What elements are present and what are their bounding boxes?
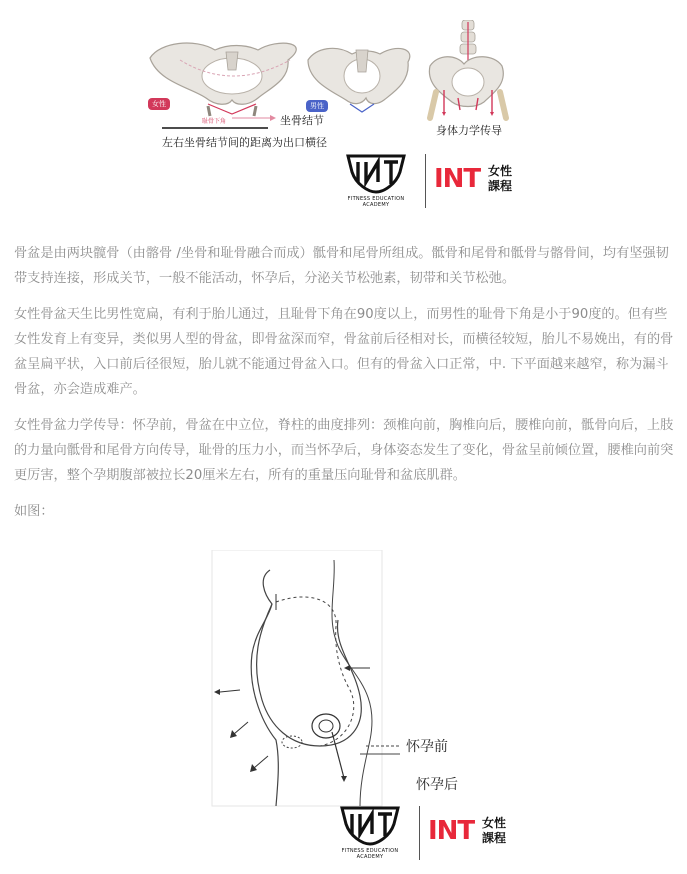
paragraph-female-vs-male: 女性骨盆天生比男性宽扁，有利于胎儿通过，且耻骨下角在90度以上，而男性的耻骨下角是小于90度的。但有些女性发育上有变异，类似男人型的骨盆，即骨盆深而窄，骨盆前后径相对长，而横径较短，胎儿不易娩出，有的骨盆呈扁平状，入口前后径很短，胎儿就不能通过骨盆入口。但有的骨盆入口正常，中. 下平面越来越窄，称为漏斗骨盆，亦会造成难产。 <box>14 307 674 397</box>
top-figure <box>140 20 540 220</box>
paragraph-as-shown: 如图： <box>14 504 54 519</box>
logo-caption-line2: ACADEMY <box>356 854 384 860</box>
force-transmission-image <box>429 20 506 118</box>
male-badge: 男性 <box>306 100 328 112</box>
course-line2: 課程 <box>488 179 513 193</box>
bottom-figure <box>210 550 510 870</box>
pubic-angle-label: 耻骨下角 <box>202 118 227 125</box>
course-label <box>482 816 506 846</box>
brand-logo-bottom <box>334 804 524 870</box>
pregnancy-posture-sketch <box>210 550 510 810</box>
before-pregnancy-label: 怀孕前 <box>406 739 448 755</box>
force-caption: 身体力学传导 <box>436 124 502 137</box>
course-line2: 課程 <box>482 831 507 845</box>
logo-caption-line1: FITNESS EDUCATION <box>341 848 399 854</box>
distance-caption: 左右坐骨结节间的距离为出口横径 <box>162 136 327 149</box>
int-brand-text: INT <box>428 816 475 846</box>
ischial-tuberosity-label: 坐骨结节 <box>280 114 324 127</box>
female-pelvis-image <box>150 43 296 116</box>
female-badge: 女性 <box>148 98 170 110</box>
paragraph-force-transmission: 女性骨盆力学传导：怀孕前，骨盆在中立位，脊柱的曲度排列：颈椎向前，胸椎向后，腰椎向前，骶骨向后，上肢的力量向骶骨和尾骨方向传导，耻骨的压力小，而当怀孕后，身体姿态发生了变化，骨盆呈前倾位置，腰椎向前突更厉害，整个孕期腹部被拉长20厘米左右，所有的重量压向耻骨和盆底肌群。 <box>14 418 674 483</box>
logo-divider <box>425 154 426 208</box>
paragraph-pelvis-composition: 骨盆是由两块髋骨（由髂骨 /坐骨和耻骨融合而成）骶骨和尾骨所组成。骶骨和尾骨和骶骨与髂骨间，均有坚强韧带支持连接，形成关节，一般不能活动，怀孕后，分泌关节松弛素，韧带和关节松弛。 <box>14 246 669 286</box>
int-shield-icon <box>344 152 408 194</box>
course-label <box>488 164 512 194</box>
logo-caption-line2: ACADEMY <box>362 202 390 208</box>
logo-caption <box>340 196 412 208</box>
after-pregnancy-label: 怀孕后 <box>416 777 458 793</box>
logo-caption-line1: FITNESS EDUCATION <box>347 196 405 202</box>
brand-logo-top <box>340 152 530 218</box>
course-line1: 女性 <box>482 816 507 830</box>
course-line1: 女性 <box>488 164 513 178</box>
logo-divider <box>419 806 420 860</box>
int-shield-icon <box>338 804 402 846</box>
int-brand-text: INT <box>434 164 481 194</box>
logo-caption <box>334 848 406 860</box>
